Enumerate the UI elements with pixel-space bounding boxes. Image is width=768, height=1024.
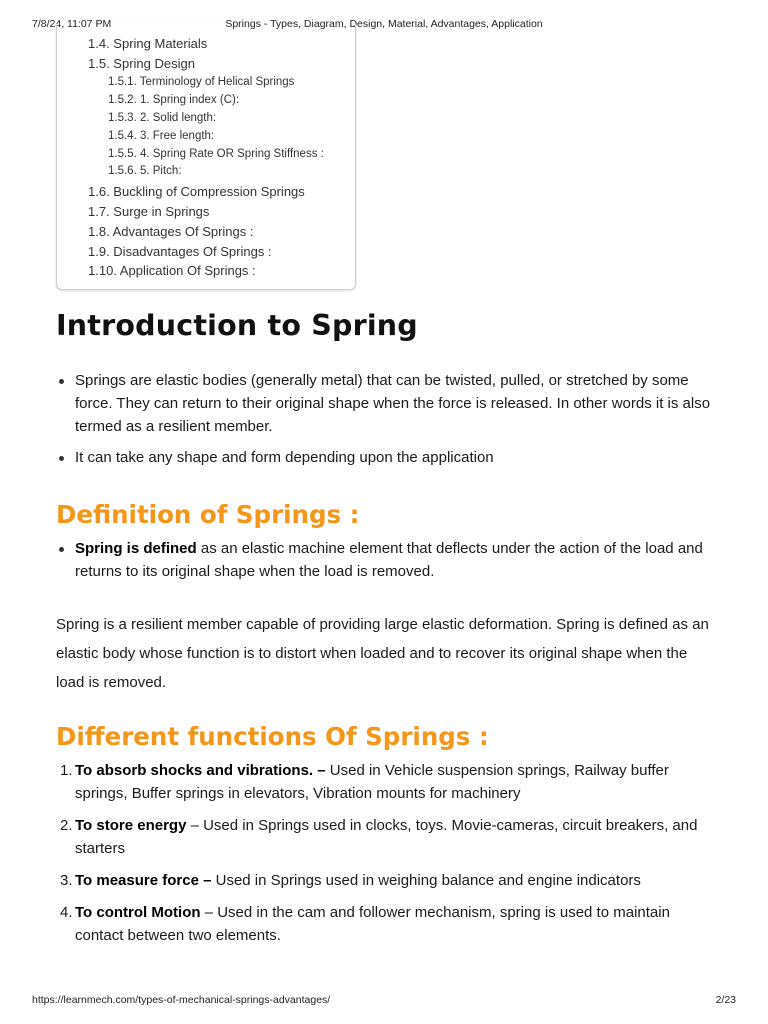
bullet-text: Springs are elastic bodies (generally metal) that can be twisted, pulled, or stretched by some force. They can return to their original shape when the force is released. In other words it is also termed as a resilient member.	[75, 372, 711, 435]
function-text	[75, 759, 715, 805]
function-desc: – Used in the cam and follower mechanism, spring is used to maintain contact between two elements.	[75, 904, 670, 944]
bullet-text: It can take any shape and form depending upon the application	[75, 449, 494, 466]
print-datetime: 7/8/24, 11:07 PM	[32, 18, 112, 30]
toc-link[interactable]: 1.8. Advantages Of Springs :	[88, 224, 254, 239]
toc-link[interactable]: 1.5. Spring Design	[88, 56, 195, 71]
definition-paragraph: Spring is a resilient member capable of providing large elastic deformation. Spring is defined as an elastic body whose function is to distort when loaded and to recover its original shape when the load is removed.	[56, 616, 709, 691]
toc-link[interactable]: 1.5.3. 2. Solid length:	[108, 112, 217, 124]
intro-bullet	[56, 446, 716, 469]
definition-bullet	[56, 537, 716, 583]
intro-bullet	[56, 369, 716, 439]
toc-link[interactable]: 1.5.5. 4. Spring Rate OR Spring Stiffness :	[108, 148, 324, 160]
toc-link[interactable]: 1.6. Buckling of Compression Springs	[88, 184, 305, 199]
function-title: To measure force –	[75, 872, 212, 889]
bullet-icon	[59, 547, 64, 552]
definition-heading: Definition of Springs :	[56, 500, 360, 529]
bold-term: Spring is defined	[75, 540, 197, 557]
page-number: 2/23	[715, 994, 736, 1006]
function-desc: Used in Vehicle suspension springs, Railway buffer springs, Buffer springs in elevators, Vibration mounts for machinery	[75, 762, 669, 802]
function-title: To store energy	[75, 817, 187, 834]
toc-link[interactable]: 1.5.4. 3. Free length:	[108, 130, 215, 142]
page-url: https://learnmech.com/types-of-mechanical-springs-advantages/	[32, 994, 331, 1006]
bullet-icon	[59, 456, 64, 461]
toc-link[interactable]: 1.7. Surge in Springs	[88, 204, 210, 219]
intro-heading: Introduction to Spring	[56, 309, 418, 342]
toc-link[interactable]: 1.5.2. 1. Spring index (C):	[108, 94, 240, 106]
list-number: 3.	[60, 872, 73, 889]
toc-link[interactable]: 1.10. Application Of Springs :	[88, 263, 256, 278]
toc-link[interactable]: 1.5.1. Terminology of Helical Springs	[108, 76, 295, 88]
print-footer	[0, 990, 768, 1010]
function-title: To absorb shocks and vibrations. –	[75, 762, 326, 779]
table-of-contents	[56, 24, 356, 290]
function-item	[56, 814, 716, 860]
function-item	[56, 759, 716, 805]
bullet-icon	[59, 379, 64, 384]
definition-text: as an elastic machine element that deflects under the action of the load and returns to its original shape when the load is removed.	[75, 540, 703, 580]
list-number: 4.	[60, 904, 73, 921]
function-text	[75, 901, 715, 947]
function-desc: – Used in Springs used in clocks, toys. Movie-cameras, circuit breakers, and starters	[75, 817, 698, 857]
bullet-text	[75, 537, 715, 583]
function-item	[56, 869, 716, 892]
function-desc: Used in Springs used in weighing balance and engine indicators	[211, 872, 641, 889]
function-item	[56, 901, 716, 947]
function-title: To control Motion	[75, 904, 201, 921]
toc-link[interactable]: 1.9. Disadvantages Of Springs :	[88, 244, 272, 259]
toc-link[interactable]: 1.4. Spring Materials	[88, 36, 208, 51]
list-number: 2.	[60, 817, 73, 834]
function-text	[75, 814, 715, 860]
functions-heading: Different functions Of Springs :	[56, 722, 489, 751]
toc-link[interactable]: 1.5.6. 5. Pitch:	[108, 165, 182, 177]
print-page-title: Springs - Types, Diagram, Design, Material, Advantages, Application	[225, 18, 543, 30]
function-text	[75, 869, 715, 892]
list-number: 1.	[60, 762, 73, 779]
